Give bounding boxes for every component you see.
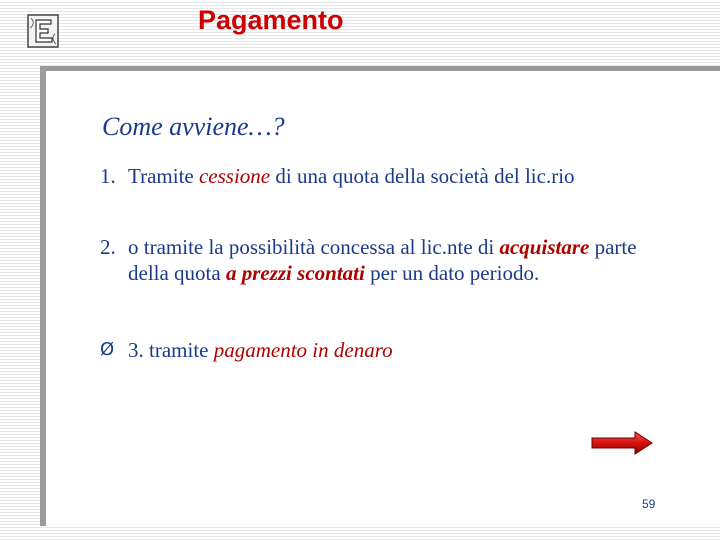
bullet-arrow-icon: Ø — [100, 339, 115, 360]
slide-title: Pagamento — [198, 5, 344, 35]
next-arrow-button[interactable] — [591, 431, 653, 455]
list-number: 2. — [100, 235, 116, 259]
list-item-1 — [100, 163, 620, 189]
list-text: o tramite la possibilità concessa al lic.nte di acquistare parte della quota a prezzi scontati per un dato periodo. — [128, 235, 637, 285]
right-arrow-icon — [591, 431, 653, 455]
side-divider — [40, 66, 46, 526]
list-item-3 — [100, 337, 660, 363]
section-heading: Come avviene…? — [102, 112, 285, 141]
page-number: 59 — [642, 497, 656, 511]
list-text: 3. tramite pagamento in denaro — [128, 338, 393, 362]
logo-icon — [27, 14, 59, 48]
list-text: Tramite cessione di una quota della società del lic.rio — [128, 164, 575, 188]
list-number: 1. — [100, 164, 116, 188]
list-item-2 — [100, 234, 640, 286]
